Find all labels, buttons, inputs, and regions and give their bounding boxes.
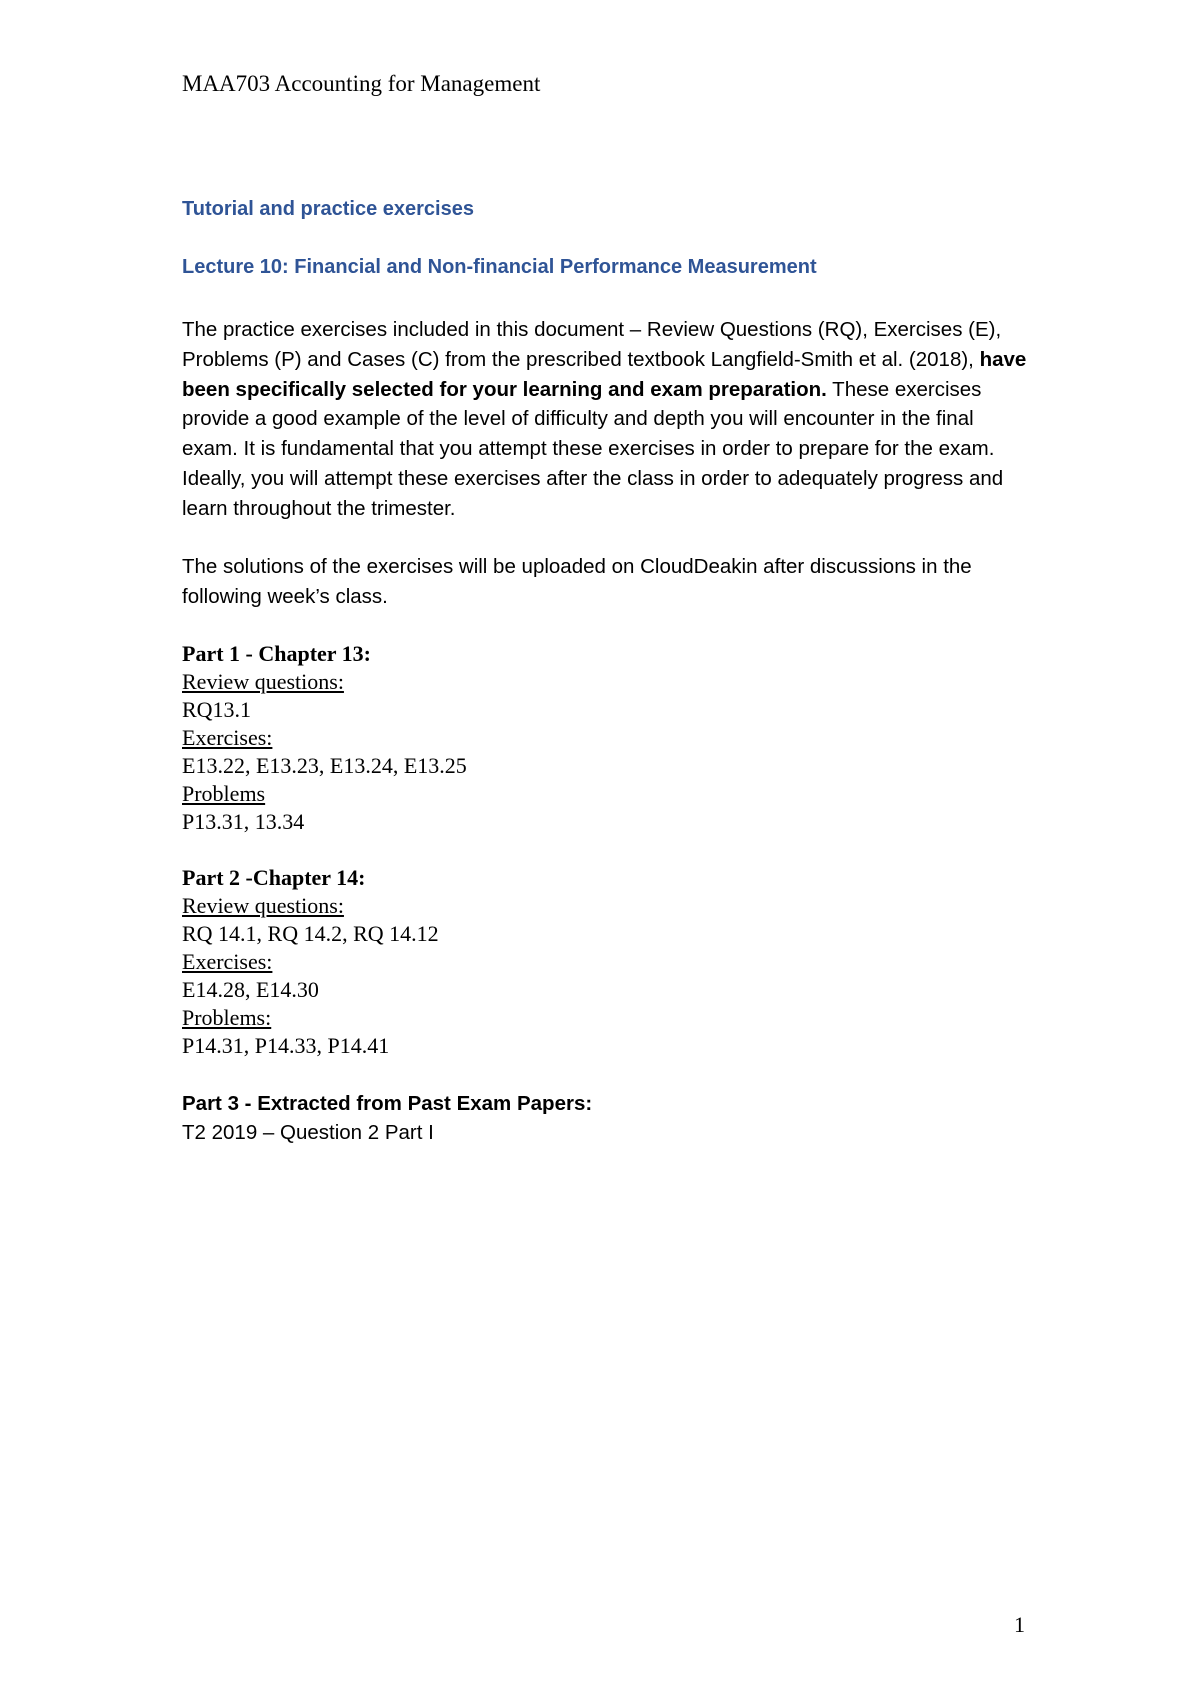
part-2-review-label: Review questions: [182, 893, 344, 918]
part-3-items: T2 2019 – Question 2 Part I [182, 1121, 434, 1144]
part-2-problems-items: P14.31, P14.33, P14.41 [182, 1033, 390, 1058]
part-2-exercises-items: E14.28, E14.30 [182, 977, 319, 1002]
part-1-exercises-items: E13.22, E13.23, E13.24, E13.25 [182, 753, 467, 778]
part-1-section [182, 640, 467, 836]
part-1-problems-label: Problems [182, 781, 266, 806]
part-1-review-label: Review questions: [182, 669, 344, 694]
part-1-review-items: RQ13.1 [182, 697, 252, 722]
intro-lead: The practice exercises included in this document – Review Questions (RQ), Exercises (E), Problems (P) and Cases (C) from the prescribed textbook Langfield-Smith et al. (2018), [182, 318, 1002, 371]
section-title: Tutorial and practice exercises [182, 198, 474, 220]
intro-emphasis: have been specifically selected for your learning and exam preparation. [182, 347, 1027, 401]
course-header: MAA703 Accounting for Management [182, 71, 541, 96]
page-number: 1 [1014, 1612, 1025, 1637]
part-2-exercises-label: Exercises: [182, 949, 273, 974]
part-2-problems-label: Problems: [182, 1005, 272, 1030]
part-2-review-items: RQ 14.1, RQ 14.2, RQ 14.12 [182, 921, 439, 946]
intro-rest: These exercises provide a good example of the level of difficulty and depth you will encounter in the final exam. It is fundamental that you attempt these exercises in order to prepare for the exam. Ideally, you will attempt these exercises after the class in order to adequately progress and learn throughout the trimester. [182, 377, 1004, 520]
intro-paragraph [182, 315, 1032, 524]
part-1-problems-items: P13.31, 13.34 [182, 809, 305, 834]
solutions-note: The solutions of the exercises will be uploaded on CloudDeakin after discussions in the following week’s class. [182, 555, 972, 608]
part-3-title: Part 3 - Extracted from Past Exam Papers: [182, 1092, 593, 1115]
part-2-section [182, 864, 439, 1060]
part-1-title: Part 1 - Chapter 13: [182, 641, 371, 666]
part-3-section [182, 1089, 592, 1147]
lecture-title: Lecture 10: Financial and Non-financial Performance Measurement [182, 256, 817, 278]
part-2-title: Part 2 -Chapter 14: [182, 865, 366, 890]
part-1-exercises-label: Exercises: [182, 725, 273, 750]
